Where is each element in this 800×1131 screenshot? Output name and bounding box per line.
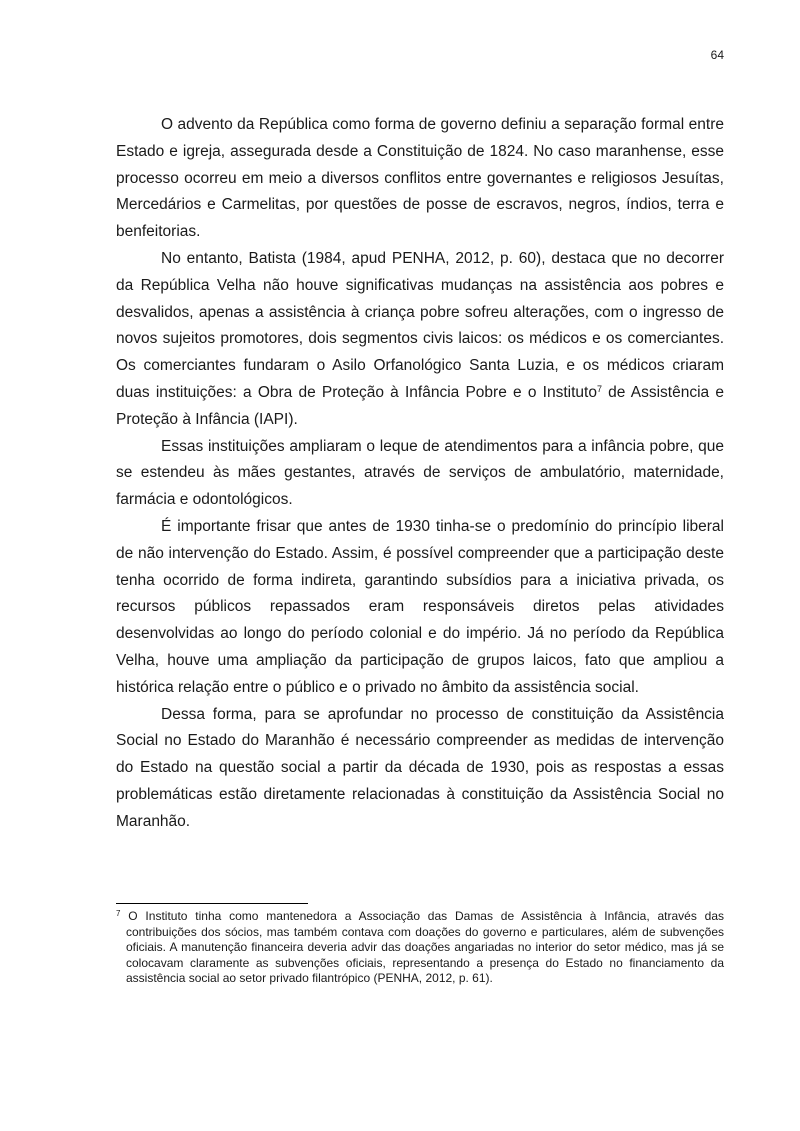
footnote-separator xyxy=(116,903,308,904)
footnote xyxy=(116,909,724,987)
paragraph-5: Dessa forma, para se aprofundar no processo de constituição da Assistência Social no Estado do Maranhão é necessário compreender as medidas de intervenção do Estado na questão social a partir da década de 1930, pois as respostas a essas problemáticas estão diretamente relacionadas à constituição da Assistência Social no Maranhão. xyxy=(116,705,724,830)
footnote-reference[interactable]: 7 xyxy=(596,383,602,394)
paragraph-2-text-end: de Assistência e Proteção à Infância (IAPI). xyxy=(116,383,724,428)
paragraph-3: Essas instituições ampliaram o leque de atendimentos para a infância pobre, que se estendeu às mães gestantes, através de serviços de ambulatório, maternidade, farmácia e odontológicos. xyxy=(116,437,724,509)
footnote-text: O Instituto tinha como mantenedora a Associação das Damas de Assistência à Infância, através das contribuições dos sócios, mas também contava com doações do governo e particulares, além de subvenções oficiais. A manutenção financeira deveria advir das doações angariadas no interior do setor médico, mas já se colocavam claramente as subvenções oficiais, representando a presença do Estado no financiamento da assistência social ao setor privado filantrópico (PENHA, 2012, p. 61). xyxy=(126,909,724,986)
paragraph-1: O advento da República como forma de governo definiu a separação formal entre Estado e igreja, assegurada desde a Constituição de 1824. No caso maranhense, esse processo ocorreu em meio a diversos conflitos entre governantes e religiosos Jesuítas, Mercedários e Carmelitas, por questões de posse de escravos, negros, índios, terra e benfeitorias. xyxy=(116,116,724,241)
paragraph-2 xyxy=(116,246,724,434)
paragraph-2-text: No entanto, Batista (1984, apud PENHA, 2012, p. 60), destaca que no decorrer da República Velha não houve significativas mudanças na assistência aos pobres e desvalidos, apenas a assistência à criança pobre sofreu alterações, com o ingresso de novos sujeitos promotores, dois segmentos civis laicos: os médicos e os comerciantes. Os comerciantes fundaram o Asilo Orfanológico Santa Luzia, e os médicos criaram duas instituições: a Obra de Proteção à Infância Pobre e o Instituto xyxy=(116,249,724,401)
paragraph-4: É importante frisar que antes de 1930 tinha-se o predomínio do princípio liberal de não intervenção do Estado. Assim, é possível compreender que a participação deste tenha ocorrido de forma indireta, garantindo subsídios para a iniciativa privada, os recursos públicos repassados eram responsáveis diretos pelas atividades desenvolvidas ao longo do período colonial e do império. Já no período da República Velha, houve uma ampliação da participação de grupos laicos, fato que ampliou a histórica relação entre o público e o privado no âmbito da assistência social. xyxy=(116,517,724,696)
body-text xyxy=(116,112,724,836)
footnote-mark: 7 xyxy=(116,909,121,918)
footnote-body xyxy=(116,909,724,987)
page-number: 64 xyxy=(710,48,724,62)
